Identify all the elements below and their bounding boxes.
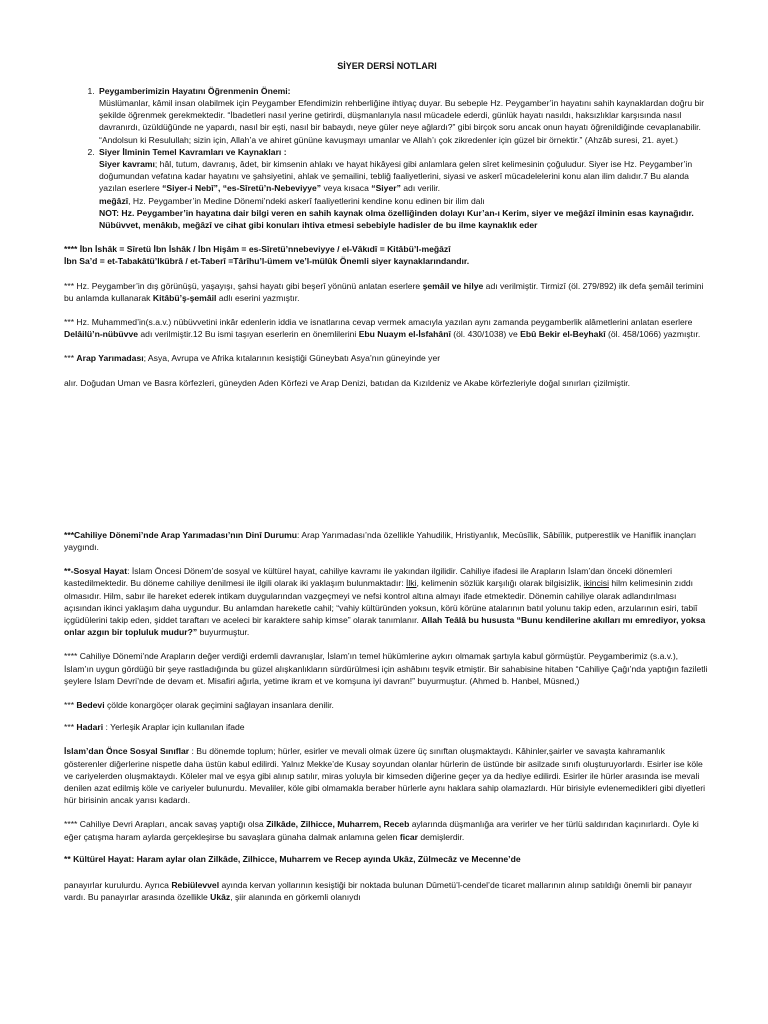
din-text: : Arap Yarımadası’nda özellikle Yahudilik, Hristiyanlık, Mecûsîlik, Sâbiîlik, putperestlik ve Haniflik inançları yaygındı. [64, 529, 697, 553]
hadari-line [64, 721, 710, 733]
sources-line-1: **** İbn İshâk = Sîretü İbn İshâk / İbn Hişâm = es-Sîretü’nnebeviyye / el-Vâkıdî = Kitâbü’l-meğâzî [64, 244, 451, 255]
numbered-list [64, 85, 710, 231]
panayir-ukaz: Ukâz [210, 892, 231, 903]
siyer-text-a: ; hâl, tutum, davranış, âdet, bir kimsenin ahlakı ve hayat hikâyesi gibi anlamlara gelen sîret kelimesinin çoğuludur. Siyer ise Hz. Peygamber’in doğumundan vefatına kadar hayatını ve şahsiyetini, ahlak ve şemailini, tebliğ faaliyetlerini, siyasi ve askerî mücadelelerini konu alan ilim dalıdır.7 Bu alanda yazılan eserlere [99, 158, 693, 194]
list-item-1 [97, 85, 710, 146]
haram-ficar: ficar [399, 831, 418, 842]
sosyal-heading: **-Sosyal Hayat [64, 566, 128, 577]
item1-text: Müslümanlar, kâmil insan olabilmek için Peygamber Efendimizin rehberliğine ihtiyaç duyar. Bu sebeple Hz. Peygamber’in hayatını sahih kaynaklardan doğru bir şekilde öğrenmek gerekmektedir. “İbadetleri nasıl yerine getirirdi, düşmanlarıyla nasıl mücadele ederdi, günlük hayatı nasıldı, haksızlıklar karşısında nasıl davranırdı, üzüldüğünde ne yapardı, nasıl bir eşti, nasıl bir babaydı, neye güler neye ağlardı?” gibi birçok soru ancak onun hayatı öğrenildiğinde cevaplanabilir. “Andolsun ki Resulullah; sizin için, Allah’a ve ahiret gününe kavuşmayı umanlar ve Allah’ı çok zikredenler için güzel bir örnektir.” (Ahzâb suresi, 21. ayet.) [99, 97, 705, 145]
arap-stars: *** [64, 353, 77, 364]
siniflar-heading: İslam’dan Önce Sosyal Sınıflar [64, 746, 190, 757]
list-item-2 [97, 146, 710, 231]
sources-block [64, 243, 710, 267]
haram-text-e: demişlerdir. [417, 831, 465, 842]
siyer-text-c: adı verilir. [400, 183, 441, 194]
item2-siyer-paragraph [99, 158, 710, 195]
document-page [64, 60, 710, 904]
haram-paragraph [64, 818, 710, 842]
sosyal-ayet: Allah Teâlâ bu hususta “Bunu kendilerine akılları mı emrediyor, yoksa onlar azgın bir topluluk mudur?” [64, 615, 706, 638]
din-paragraph [64, 529, 710, 553]
panayir-text-e: , şiir alanında en görkemli olanıydı [230, 892, 361, 903]
sosyal-ilki: İlki [406, 578, 417, 589]
item2-note: NOT: Hz. Peygamber’in hayatına dair bilgi veren en sahih kaynak olma özelliğinden dolayı Kur’an-ı Kerim, siyer ve meğâzî ilminin esas kaynağıdır. Nübüvvet, menâkıb, meğâzî ve cihat gibi konuları ihtiva etmesi sebebiyle hadisler de bu ilme kaynaklık eder [99, 207, 694, 230]
megazi-term: meğâzî [99, 195, 129, 206]
bedevi-line [64, 699, 710, 711]
hadis-paragraph: **** Cahiliye Dönemi’nde Arapların değer verdiği erdemli davranışlar, İslam’ın temel hükümlerine aykırı olmamak şartıyla kabul görmüştür. Peygamberimiz (s.a.v.), İslam’ın uygun gördüğü bir şeye rastladığında bu güzel alışkanlıkların sürdürülmesi için ashâbını teşvik etmiştir. Bir sahabisine hitaben “Cahiliye Çağı’nda yaptığın faziletli şeylere İslam Devri’nde de devam et. Misafiri ağırla, yetime ikram et ve komşuna iyi davran!” buyurmuştur. (Ahmed b. Hanbel, Müsned,) [64, 651, 708, 686]
delail-paragraph [64, 316, 710, 340]
delail-author-1: Ebu Nuaym el-İsfahânî [358, 329, 451, 340]
semail-paragraph [64, 280, 710, 304]
item2-megazi-line [99, 195, 710, 207]
delail-text-g: (öl. 458/1066) yazmıştır. [605, 329, 701, 340]
megazi-text: , Hz. Peygamber’in Medine Dönemi’ndeki askerî faaliyetlerini kendine konu edinen bir ilim dalı [128, 195, 485, 206]
sosyal-text-d: , kelimenin sözlük karşılığı olarak bilgisizlik, [416, 578, 584, 589]
haram-months: Zilkâde, Zilhicce, Muharrem, Receb [266, 819, 410, 830]
siyer-names: “Siyer-i Nebî”, “es-Sîretü’n-Nebeviyye” [162, 183, 322, 194]
sosyal-text-f: hilm kelimesinin zıddı olmasıdır. Hilm, sabır ile hareket ederek intikam duygularından vazgeçmeyi ve nefsi kontrol altına almayı ifade etmektedir. Dönemin cahiliye olarak adlandırılması açısından ikinci yaklaşım daha uygundur. Bu anlamdan hareketle cahil; “vahiy kültüründen yoksun, körü körüne atalarının batıl yolunu takip eden, arzularının esiri, tabiî içgüdülerini takip eden, şiddet taraftarı ve aceleci bir karaktere sahip kimse” olarak tanımlanır. [64, 578, 698, 626]
hadari-term: Hadari [76, 722, 104, 733]
sosyal-text-h: buyurmuştur. [197, 627, 250, 638]
siniflar-paragraph [64, 745, 710, 806]
hadari-stars: *** [64, 722, 77, 733]
kultur-heading: ** Kültürel Hayat: Haram aylar olan Zilkâde, Zilhicce, Muharrem ve Recep ayında Ukâz, Zülmecâz ve Mecenne’de [64, 853, 521, 864]
delail-text-e: (öl. 430/1038) ve [450, 329, 521, 340]
sosyal-ikincisi: ikincisi [583, 578, 609, 589]
panayir-paragraph [64, 879, 710, 903]
delail-author-2: Ebû Bekir el-Beyhakî [520, 329, 606, 340]
bedevi-term: Bedevi [76, 700, 105, 711]
semail-text-c: adı verilmiştir. Tirmizî (öl. 279/892) ilk defa şemâil terimini bu anlamda kullanarak [64, 280, 704, 303]
semail-book: Kitâbü’ş-şemâil [152, 292, 217, 303]
document-title: SİYER DERSİ NOTLARI [337, 61, 437, 71]
delail-term: Delâilü’n-nübüvve [64, 329, 139, 340]
siyer-text-b: veya kısaca [321, 183, 372, 194]
panayir-text-a: panayırlar kurulurdu. Ayrıca [64, 880, 172, 891]
arap-paragraph-1 [64, 352, 710, 364]
item1-heading: 1. Peygamberimizin Hayatını Öğrenmenin Önemi: [99, 85, 291, 96]
sources-line-2: İbn Sa’d = et-Tabakâtü’lkübrâ / et-Taberî =Târîhu’l-ümem ve’l-mülûk Önemli siyer kaynaklarındandır. [64, 256, 470, 267]
item2-heading: 2. Siyer İlminin Temel Kavramları ve Kaynakları : [99, 146, 287, 157]
sosyal-text-b: : İslam Öncesi Dönem’de sosyal ve kültürel hayat, cahiliye kavramı ile yakından ilgilidir. Cahiliye ifadesi ile Arapların İslam’dan önceki dönemleri kastedilmektedir. Bu döneme cahiliye denilmesi ile ilgili olarak iki yaklaşım bulunmaktadır: [64, 566, 673, 589]
siyer-term: Siyer kavramı [99, 158, 155, 169]
arap-paragraph-2: alır. Doğudan Uman ve Basra körfezleri, güneyden Aden Körfezi ve Arap Denizi, batıdan da Kızıldeniz ve Akabe körfezleriyle doğal sınırları çizilmiştir. [64, 377, 631, 388]
din-heading: ***Cahiliye Dönemi’nde Arap Yarımadası’nın Dinî Durumu [64, 529, 298, 540]
bedevi-stars: *** [64, 700, 77, 711]
hadari-text: : Yerleşik Araplar için kullanılan ifade [103, 722, 245, 733]
semail-text-a: *** Hz. Peygamber’in dış görünüşü, yaşayışı, şahsi hayatı gibi beşerî yönünü anlatan eserlere [64, 280, 423, 291]
arap-term: Arap Yarımadası [76, 353, 144, 364]
delail-text-a: *** Hz. Muhammed’in(s.a.v.) nübüvvetini inkâr edenlerin iddia ve isnatlarına cevap vermek amacıyla yazılan aynı zamanda peygamberlik alâmetlerini anlatan eserlere [64, 317, 693, 328]
blank-gap [64, 389, 710, 529]
semail-text-e: adlı eserini yazmıştır. [216, 292, 300, 303]
delail-text-c: adı verilmiştir.12 Bu ismi taşıyan eserlerin en önemlilerini [138, 329, 359, 340]
bedevi-text: çölde konargöçer olarak geçimini sağlayan insanlara denilir. [104, 700, 334, 711]
haram-text-a: **** Cahiliye Devri Arapları, ancak savaş yaptığı olsa [64, 819, 267, 830]
panayir-text-c: ayında kervan yollarının kesiştiği bir noktada bulunan Dûmetü’l-cendel’de ticaret mallarının alınıp satıldığı önemli bir panayır vardı. Bu panayırlar arasında özellikle [64, 880, 693, 903]
arap-text-c: ; Asya, Avrupa ve Afrika kıtalarının kesiştiği Güneybatı Asya’nın güneyinde yer [143, 353, 441, 364]
siyer-short: “Siyer” [371, 183, 401, 194]
siniflar-text: : Bu dönemde toplum; hürler, esirler ve mevali olmak üzere üç sınıftan oluşmaktaydı. Kâhinler,şairler ve savaşta kahramanlık gösterenler diğerlerine nispetle daha üstün kabul edilirdi. Yalnız Mekke’de Kusay soyundan olanlar hürlerin de üstünde bir asilzade sınıfı oluşturuyorlardı. Esirler ise köle ve cariyelerden oluşmaktaydı. Köleler mal ve eşya gibi alınıp satılır, miras yoluyla bir kimseden diğerine geçer ya da hediye edilirdi. Esirler ile hürler arasında ise mevali denilen azat edilmiş köle ve cariyeler bulunurdu. Mevaliler, köle gibi olmamakla beraber hürlerle aynı haklara sahip olamazlardı. Hür birisiyle evlenemedikleri gibi diyetleri hür birisinin ancak yarısı kadardı. [64, 746, 706, 806]
sosyal-paragraph [64, 565, 710, 638]
panayir-month: Rebiülevvel [171, 880, 220, 891]
haram-text-c: aylarında düşmanlığa ara verirler ve her türlü saldırıdan kaçınırlardı. Öyle ki eğer çatışma haram aylarda gerçekleşirse bu savaşlara günaha dalmak anlamına gelen [64, 819, 699, 842]
semail-term: şemâil ve hilye [422, 280, 484, 291]
